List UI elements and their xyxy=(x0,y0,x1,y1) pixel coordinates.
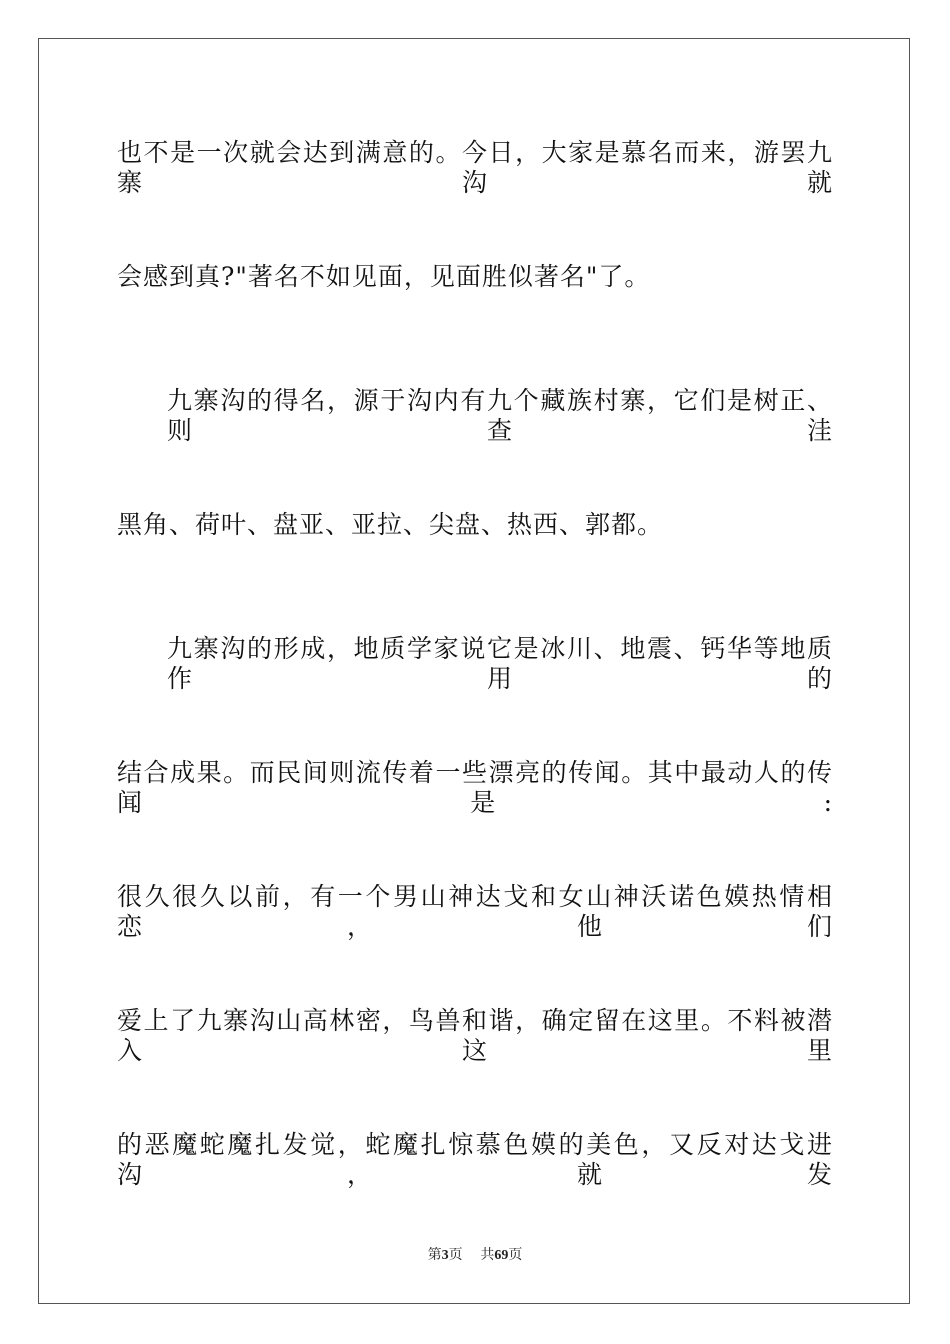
page-suffix: 页 xyxy=(448,1247,463,1263)
text-line: 会感到真?"著名不如见面，见面胜似著名"了。 xyxy=(117,262,651,291)
page-number: 3 xyxy=(441,1248,449,1263)
text-line: 很久很久以前，有一个男山神达戈和女山神沃诺色嫫热情相恋，他们 xyxy=(117,882,833,941)
text-line: 爱上了九寨沟山高林密，鸟兽和谐，确定留在这里。不料被潜入这里 xyxy=(117,1006,833,1065)
total-prefix: 共 xyxy=(480,1247,495,1263)
text-line: 的恶魔蛇魔扎发觉，蛇魔扎惊慕色嫫的美色，又反对达戈进沟，就发 xyxy=(117,1130,833,1189)
page-footer xyxy=(0,1246,950,1265)
total-suffix: 页 xyxy=(508,1247,523,1263)
text-line: 九寨沟的得名，源于沟内有九个藏族村寨，它们是树正、则查洼 xyxy=(167,386,833,445)
total-pages: 69 xyxy=(494,1248,509,1263)
text-line: 也不是一次就会达到满意的。今日，大家是慕名而来，游罢九寨沟就 xyxy=(117,138,833,197)
text-line: 九寨沟的形成，地质学家说它是冰川、地震、钙华等地质作用的 xyxy=(167,634,833,693)
text-line: 黑角、荷叶、盘亚、亚拉、尖盘、热西、郭都。 xyxy=(117,510,664,539)
text-line: 结合成果。而民间则流传着一些漂亮的传闻。其中最动人的传闻是: xyxy=(117,758,833,817)
page-prefix: 第 xyxy=(427,1247,442,1263)
